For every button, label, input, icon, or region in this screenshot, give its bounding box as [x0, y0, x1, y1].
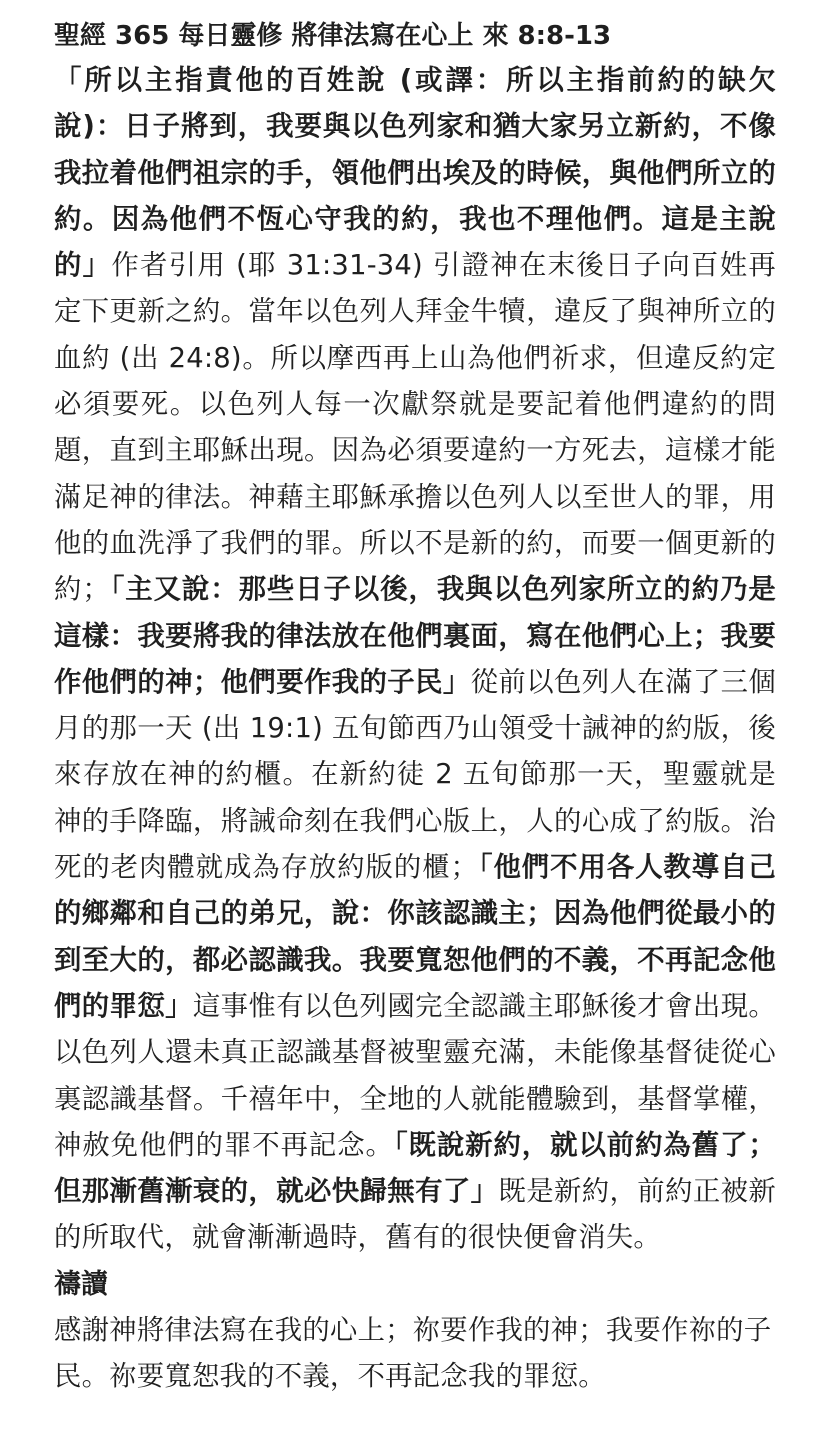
prayer-heading: 禱讀 — [54, 1268, 108, 1300]
scripture-quote: 「主又說：那些日子以後，我與以色列家所立的約乃是這樣：我要將我的律法放在他們裏面，寫在他們心上；我要作他們的神；他們要作我的子民」 — [54, 574, 776, 698]
prayer-text: 感謝神將律法寫在我的心上；祢要作我的神；我要作祢的子民。祢要寬恕我的不義，不再記念我的罪愆。 — [54, 1315, 772, 1393]
scripture-quote: 「他們不用各人教導自己的鄉鄰和自己的弟兄，說：你該認識主；因為他們從最小的到至大的，都必認識我。我要寬恕他們的不義，不再記念他們的罪愆」 — [54, 852, 776, 1022]
commentary-text: 既是新約，前約正被新的所取代，就會漸漸過時，舊有的很快便會消失。 — [54, 1176, 776, 1254]
commentary-text: 這事惟有以色列國完全認識主耶穌後才會出現。以色列人還未真正認識基督被聖靈充滿，未能像基督徒從心裏認識基督。千禧年中，全地的人就能體驗到，基督掌權，神赦免他們的罪不再記念。 — [54, 990, 776, 1161]
commentary-text: 從前以色列人在滿了三個月的那一天 (出 19:1) 五旬節西乃山領受十誡神的約版，後來存放在神的約櫃。在新約徒 2 五旬節那一天，聖靈就是神的手降臨，將誡命刻在我們心版上，人的心成了約版。治死的老肉體就成為存放約版的櫃； — [54, 666, 776, 884]
commentary-text: 作者引用 (耶 31:31-34) 引證神在末後日子向百姓再定下更新之約。當年以色列人拜金牛犢，違反了與神所立的血約 (出 24:8)。所以摩西再上山為他們祈求，但違反約定必須要死。以色列人每一次獻祭就是要記着他們違約的問題，直到主耶穌出現。因為必須要違約一方死去，這樣才能滿足神的律法。神藉主耶穌承擔以色列人以至世人的罪，用他的血洗淨了我們的罪。所以不是新的約，而要一個更新的約； — [54, 250, 776, 606]
page-title: 聖經 365 每日靈修 將律法寫在心上 來 8:8-13 — [54, 21, 612, 51]
scripture-quote: 「所以主指責他的百姓說 (或譯：所以主指前約的缺欠說)：日子將到，我要與以色列家和猶大家另立新約，不像我拉着他們祖宗的手，領他們出埃及的時候，與他們所立的約。因為他們不恆心守我的約，我也不理他們。這是主說的」 — [54, 65, 776, 282]
scripture-quote: 「既說新約，就以前約為舊了；但那漸舊漸衰的，就必快歸無有了」 — [54, 1129, 776, 1208]
devotional-passage — [54, 58, 776, 1262]
